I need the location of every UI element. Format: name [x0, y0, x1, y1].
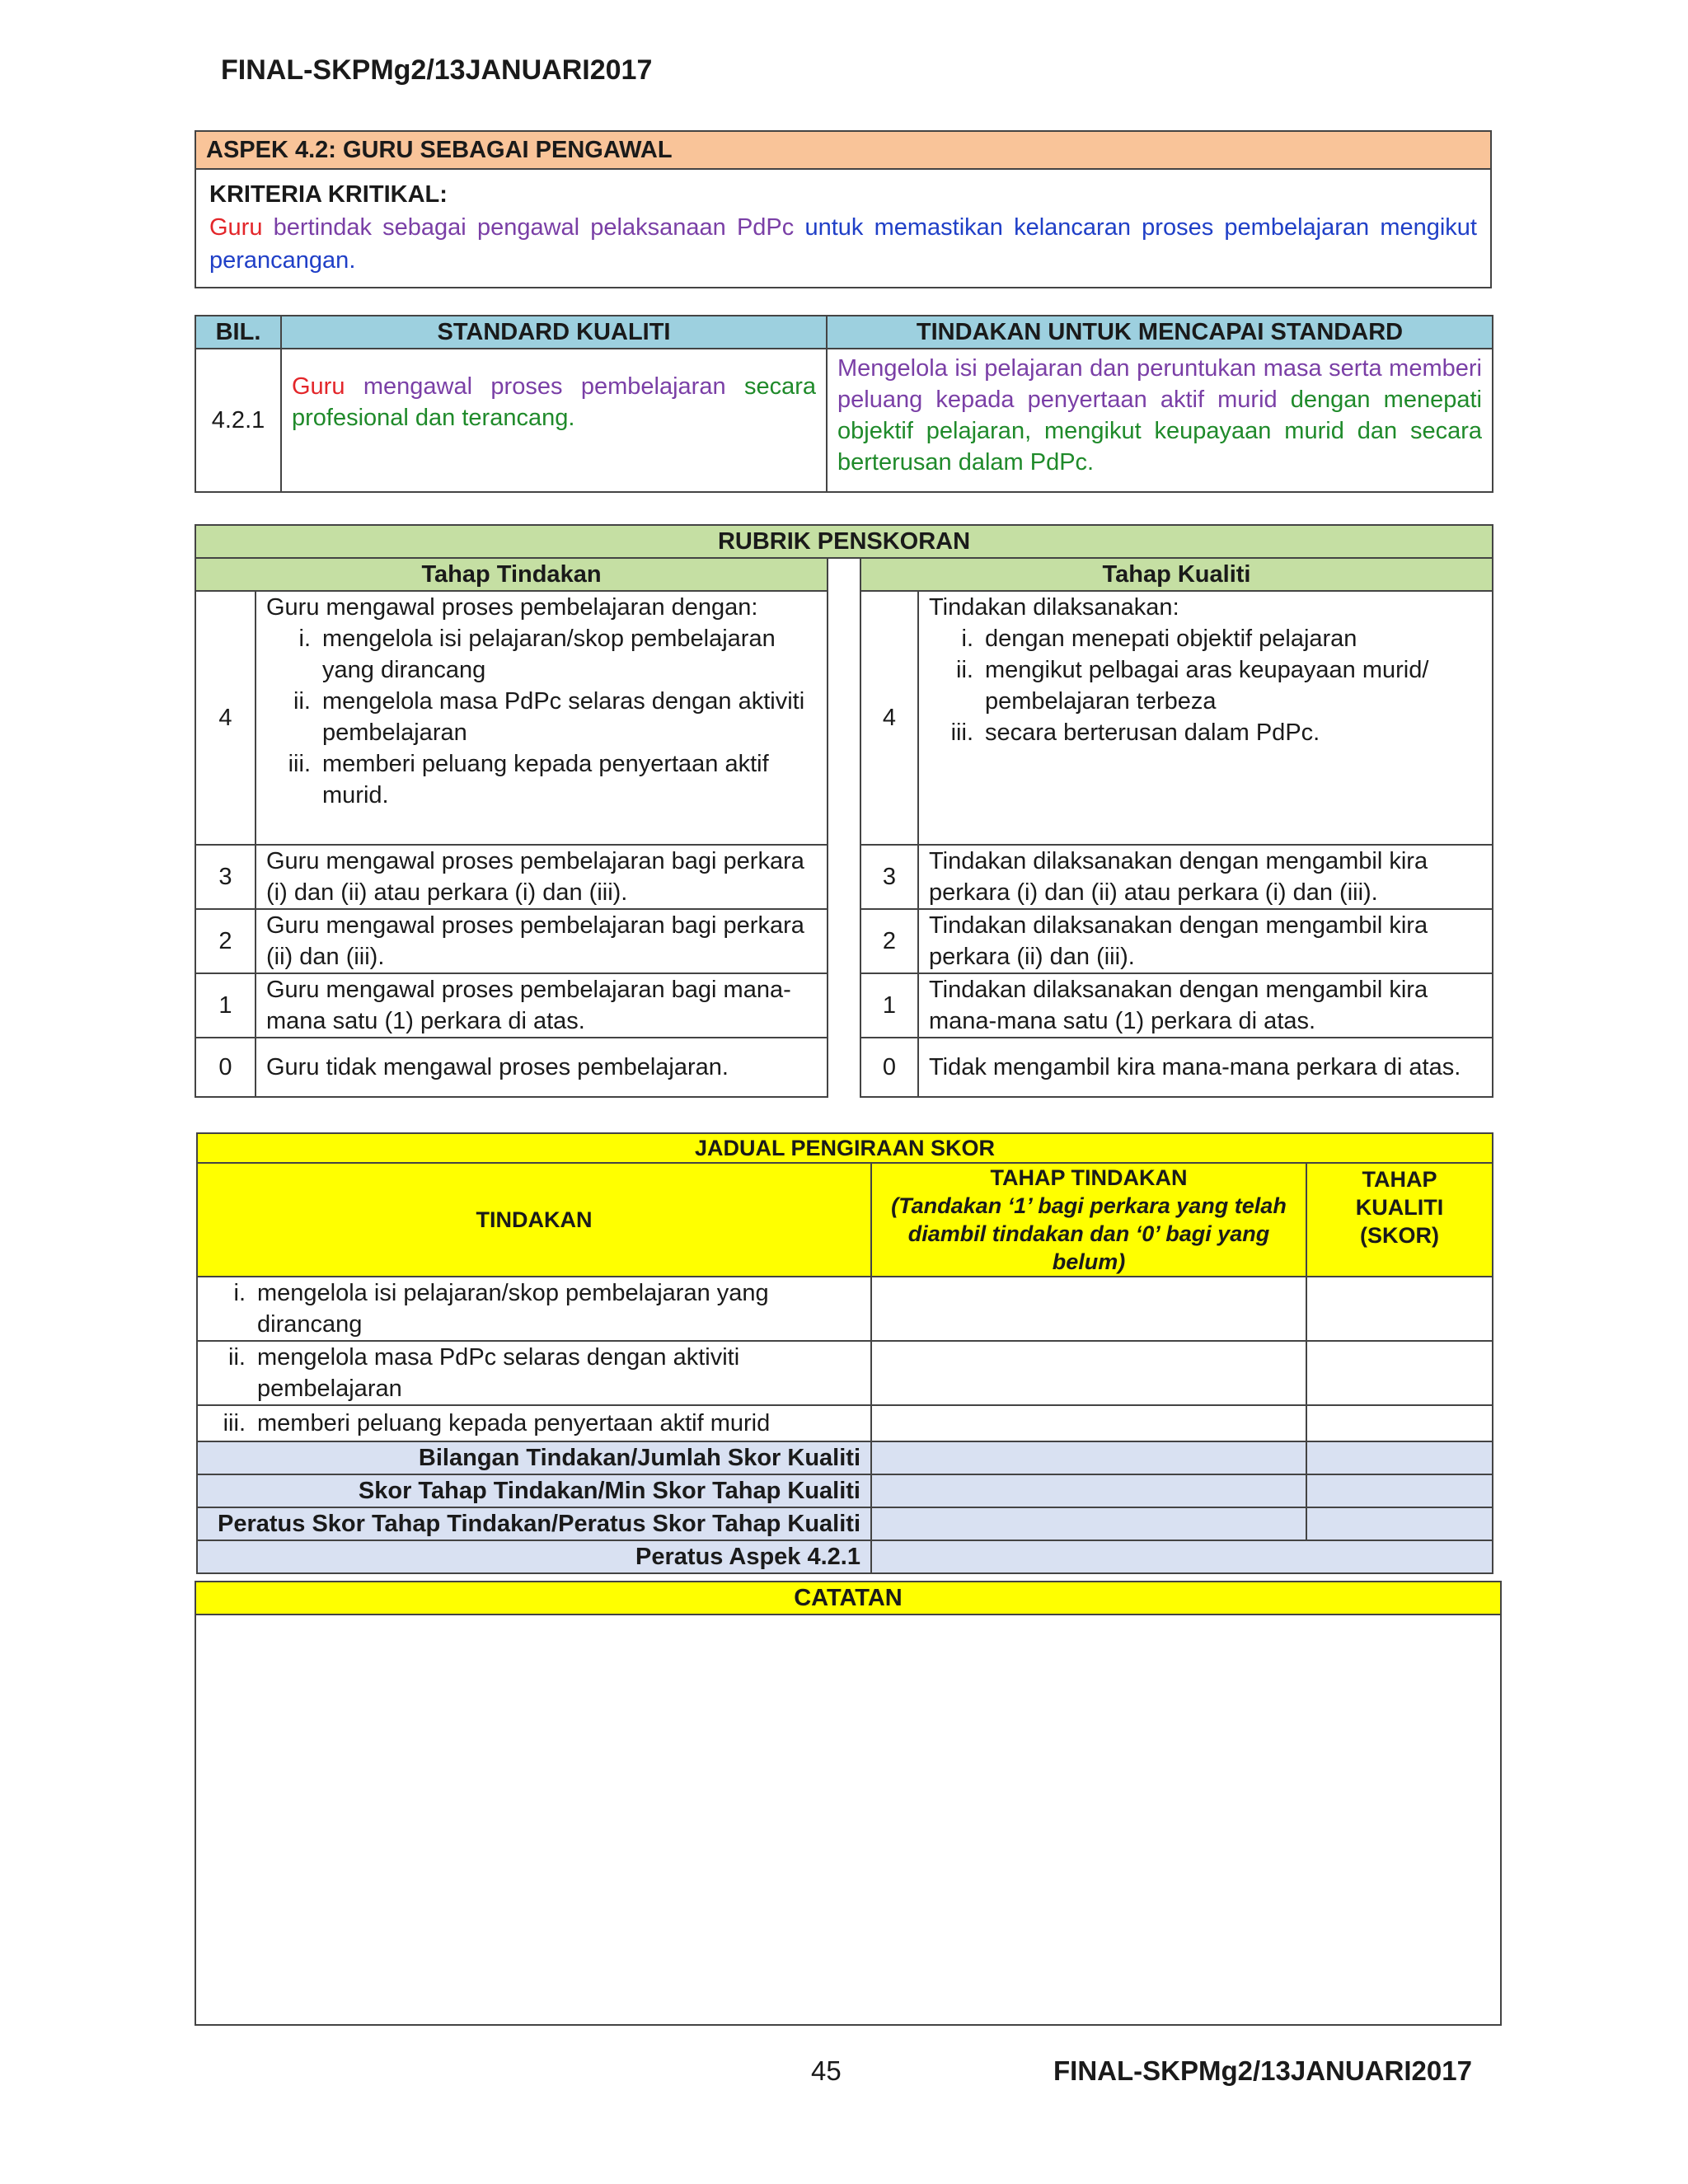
left-desc-2: Guru mengawal proses pembelajaran bagi perkara (ii) dan (iii). — [256, 909, 828, 973]
jadual-row-1-tindakan-input[interactable] — [871, 1277, 1306, 1341]
jadual-sum-3-kualiti[interactable] — [1306, 1507, 1493, 1540]
item-text: mengelola isi pelajaran/skop pembelajaran yang dirancang — [257, 1280, 769, 1338]
item-text: mengelola masa PdPc selaras dengan aktiviti pembelajaran — [257, 1344, 740, 1402]
jadual-col-tindakan: TINDAKAN — [197, 1163, 871, 1277]
right-desc-4-list — [929, 623, 1482, 748]
jadual-sum-1-tindakan[interactable] — [871, 1441, 1306, 1474]
catatan-area[interactable] — [195, 1615, 1501, 2025]
jadual-sum-4-value[interactable] — [871, 1540, 1493, 1573]
jadual-row-3-kualiti-input[interactable] — [1306, 1405, 1493, 1441]
list-item — [266, 748, 817, 811]
col-tindakan: TINDAKAN UNTUK MENCAPAI STANDARD — [827, 316, 1493, 349]
right-score-1: 1 — [860, 973, 918, 1038]
rubrik-right-header: Tahap Kualiti — [860, 558, 1493, 591]
item-text: memberi peluang kepada penyertaan aktif murid — [257, 1410, 771, 1436]
std-part3: secara profesional dan terancang. — [292, 373, 816, 431]
jadual-row-1 — [197, 1277, 871, 1341]
list-item — [208, 1342, 860, 1404]
item-text: memberi peluang kepada penyertaan aktif murid. — [322, 751, 769, 808]
right-score-4: 4 — [860, 591, 918, 845]
right-desc-3: Tindakan dilaksanakan dengan mengambil kira perkara (i) dan (ii) atau perkara (i) dan (iii). — [918, 845, 1493, 909]
jadual-sum-3: Peratus Skor Tahap Tindakan/Peratus Skor Tahap Kualiti — [197, 1507, 871, 1540]
jadual-table — [196, 1132, 1493, 1574]
right-desc-0: Tidak mengambil kira mana-mana perkara di atas. — [918, 1038, 1493, 1097]
standard-text — [281, 349, 827, 492]
list-item — [266, 686, 817, 748]
right-score-3: 3 — [860, 845, 918, 909]
jadual-title: JADUAL PENGIRAAN SKOR — [197, 1133, 1493, 1163]
rubrik-gap — [828, 1038, 860, 1097]
tindakan-text — [827, 349, 1493, 492]
page-number: 45 — [811, 2055, 842, 2086]
right-desc-1: Tindakan dilaksanakan dengan mengambil kira mana-mana satu (1) perkara di atas. — [918, 973, 1493, 1038]
right-desc-4 — [918, 591, 1493, 845]
item-text: dengan menepati objektif pelajaran — [985, 626, 1357, 652]
left-desc-1: Guru mengawal proses pembelajaran bagi mana-mana satu (1) perkara di atas. — [256, 973, 828, 1038]
item-num: ii. — [228, 1344, 246, 1371]
tahap-tindakan-note: (Tandakan ‘1’ bagi perkara yang telah diambil tindakan dan ‘0’ bagi yang belum) — [891, 1193, 1287, 1274]
jadual-row-2-tindakan-input[interactable] — [871, 1341, 1306, 1405]
jadual-row-3-tindakan-input[interactable] — [871, 1405, 1306, 1441]
catatan-title: CATATAN — [195, 1582, 1501, 1615]
left-score-2: 2 — [195, 909, 256, 973]
kriteria-part2: bertindak sebagai pengawal pelaksanaan PdPc — [262, 214, 805, 241]
rubrik-left-header: Tahap Tindakan — [195, 558, 828, 591]
left-desc-3: Guru mengawal proses pembelajaran bagi perkara (i) dan (ii) atau perkara (i) dan (iii). — [256, 845, 828, 909]
rubrik-title: RUBRIK PENSKORAN — [195, 525, 1493, 558]
kriteria-part3: untuk memastikan kelancaran proses pembelajaran mengikut perancangan. — [209, 214, 1477, 274]
item-num: i. — [298, 626, 311, 652]
list-item — [929, 717, 1482, 748]
item-text: mengelola isi pelajaran/skop pembelajaran yang dirancang — [322, 626, 776, 683]
left-score-4: 4 — [195, 591, 256, 845]
col-bil: BIL. — [195, 316, 281, 349]
aspek-title: ASPEK 4.2: GURU SEBAGAI PENGAWAL — [195, 131, 1491, 169]
jadual-sum-2-kualiti[interactable] — [1306, 1474, 1493, 1507]
item-text: mengikut pelbagai aras keupayaan murid/ pembelajaran terbeza — [985, 657, 1429, 715]
footer-doc-id: FINAL-SKPMg2/13JANUARI2017 — [1053, 2055, 1472, 2086]
jadual-sum-2-tindakan[interactable] — [871, 1474, 1306, 1507]
item-num: ii. — [293, 688, 311, 715]
jadual-row-3 — [197, 1405, 871, 1441]
aspek-table — [195, 130, 1492, 288]
catatan-table — [195, 1581, 1502, 2026]
jadual-row-2 — [197, 1341, 871, 1405]
item-num: i. — [961, 626, 973, 652]
jadual-sum-2: Skor Tahap Tindakan/Min Skor Tahap Kualiti — [197, 1474, 871, 1507]
rubrik-gap — [828, 973, 860, 1038]
header-doc-id: FINAL-SKPMg2/13JANUARI2017 — [221, 54, 653, 86]
tin-part1: Mengelola isi pelajaran dan peruntukan masa serta memberi peluang kepada penyertaan aktif murid — [837, 355, 1482, 413]
list-item — [929, 623, 1482, 654]
item-num: i. — [233, 1280, 246, 1306]
left-desc-0: Guru tidak mengawal proses pembelajaran. — [256, 1038, 828, 1097]
right-score-0: 0 — [860, 1038, 918, 1097]
rubrik-gap — [828, 845, 860, 909]
jadual-row-1-kualiti-input[interactable] — [1306, 1277, 1493, 1341]
rubrik-gap — [828, 558, 860, 591]
jadual-col-tahap-kualiti: TAHAP KUALITI (SKOR) — [1306, 1163, 1493, 1277]
jadual-sum-3-tindakan[interactable] — [871, 1507, 1306, 1540]
item-num: iii. — [950, 719, 973, 746]
jadual-sum-1-kualiti[interactable] — [1306, 1441, 1493, 1474]
rubrik-gap — [828, 591, 860, 845]
item-num: iii. — [288, 751, 311, 777]
std-part2: mengawal proses pembelajaran — [345, 373, 744, 400]
std-part1: Guru — [292, 373, 345, 400]
col-standard: STANDARD KUALITI — [281, 316, 827, 349]
jadual-sum-4: Peratus Aspek 4.2.1 — [197, 1540, 871, 1573]
list-item — [266, 623, 817, 686]
list-item — [208, 1408, 860, 1439]
item-num: iii. — [223, 1410, 246, 1436]
kriteria-text — [209, 211, 1477, 277]
left-desc-4-list — [266, 623, 817, 811]
standard-bil: 4.2.1 — [195, 349, 281, 492]
left-desc-4 — [256, 591, 828, 845]
kriteria-cell — [195, 169, 1491, 288]
left-score-0: 0 — [195, 1038, 256, 1097]
item-text: mengelola masa PdPc selaras dengan aktiviti pembelajaran — [322, 688, 805, 746]
jadual-row-2-kualiti-input[interactable] — [1306, 1341, 1493, 1405]
jadual-sum-1: Bilangan Tindakan/Jumlah Skor Kualiti — [197, 1441, 871, 1474]
jadual-col-tahap-tindakan — [871, 1163, 1306, 1277]
left-score-3: 3 — [195, 845, 256, 909]
item-text: secara berterusan dalam PdPc. — [985, 719, 1320, 746]
left-score-1: 1 — [195, 973, 256, 1038]
right-score-2: 2 — [860, 909, 918, 973]
rubrik-gap — [828, 909, 860, 973]
kriteria-label: KRITERIA KRITIKAL: — [209, 181, 448, 208]
tahap-tindakan-label: TAHAP TINDAKAN — [990, 1165, 1188, 1190]
list-item — [929, 654, 1482, 717]
item-num: ii. — [956, 657, 973, 683]
right-desc-4-intro: Tindakan dilaksanakan: — [929, 594, 1179, 621]
list-item — [208, 1277, 860, 1340]
right-desc-2: Tindakan dilaksanakan dengan mengambil kira perkara (ii) dan (iii). — [918, 909, 1493, 973]
kriteria-part1: Guru — [209, 214, 263, 241]
tin-part2: dengan menepati objektif pelajaran, mengikut keupayaan murid dan secara berterusan dalam PdPc. — [837, 387, 1482, 476]
standard-table — [195, 315, 1493, 493]
rubrik-table — [195, 524, 1493, 1098]
left-desc-4-intro: Guru mengawal proses pembelajaran dengan: — [266, 594, 758, 621]
